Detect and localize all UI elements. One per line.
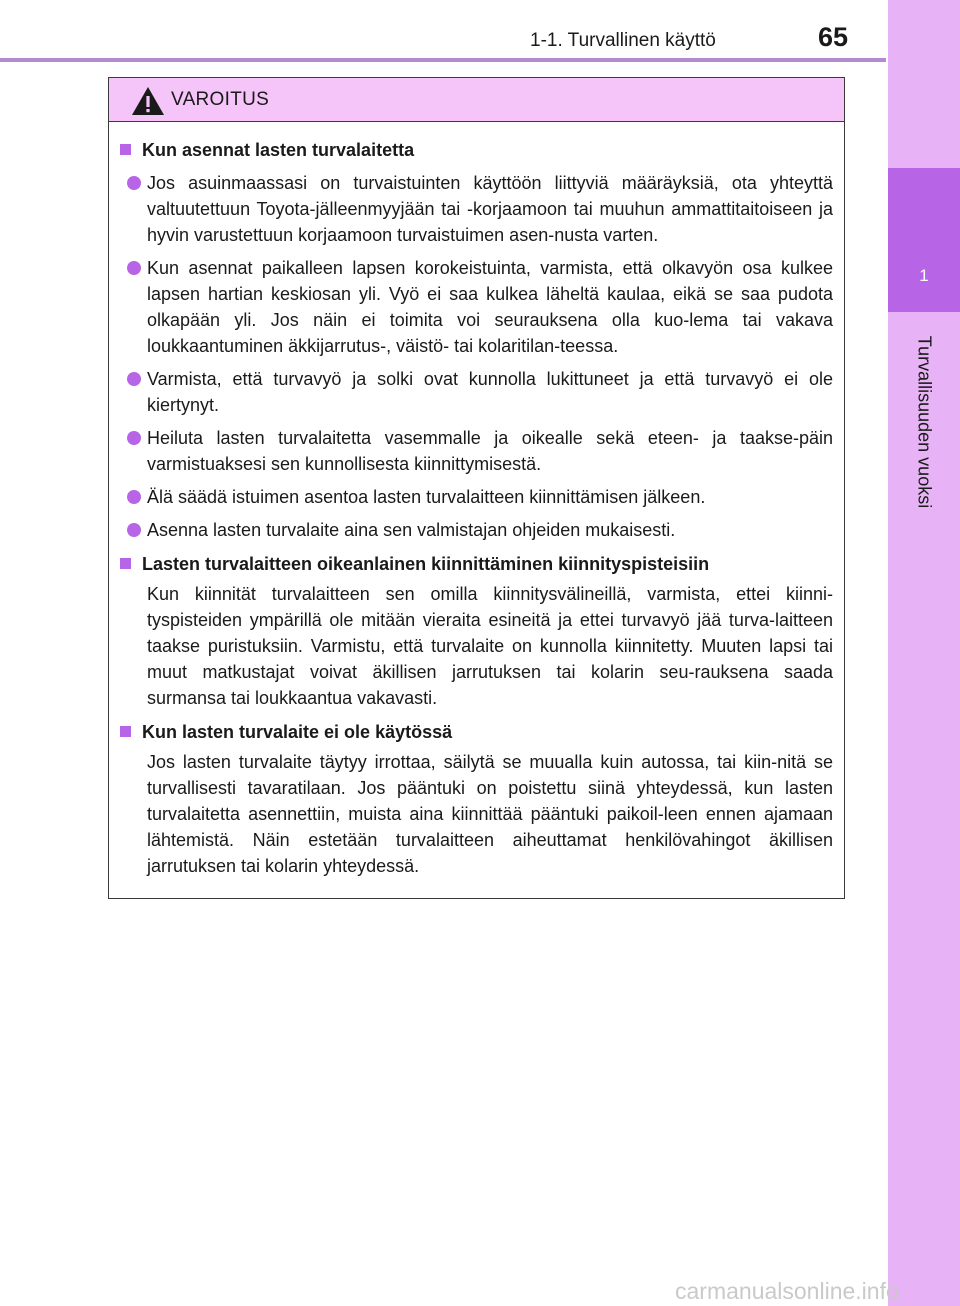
warning-box <box>108 77 845 899</box>
bullet-item <box>118 484 835 510</box>
bullet-text: Heiluta lasten turvalaitetta vasemmalle ja oikealle sekä eteen- ja taakse-päin varmistuaksesi sen kunnollisesta kiinnittymisestä. <box>147 428 833 474</box>
bullet-text: Varmista, että turvavyö ja solki ovat kunnolla lukittuneet ja että turvavyö ei ole kiertynyt. <box>147 369 833 415</box>
side-tab-chapter-marker <box>888 168 960 312</box>
round-bullet-icon <box>127 261 141 275</box>
warning-header <box>109 78 844 122</box>
bullet-text: Kun asennat paikalleen lapsen korokeistuinta, varmista, että olkavyön osa kulkee lapsen hartian keskiosan yli. Vyö ei saa kulkea läheltä kaulaa, eikä se saa pudota olkapään yli. Jos näin ei toimita voi seurauksena olla kuo-lema tai vakava loukkaantuminen äkkijarrutus-, väistö- tai kolaritilan-teessa. <box>147 258 833 356</box>
section-heading-text: Lasten turvalaitteen oikeanlainen kiinnittäminen kiinnityspisteisiin <box>142 554 710 574</box>
square-bullet-icon <box>120 144 131 155</box>
bullet-item <box>118 170 835 248</box>
chapter-number: 1 <box>919 266 929 285</box>
header-section-title: 1-1. Turvallinen käyttö <box>530 30 716 51</box>
warning-triangle-icon <box>131 86 165 116</box>
round-bullet-icon <box>127 523 141 537</box>
round-bullet-icon <box>127 372 141 386</box>
section-paragraph: Jos lasten turvalaite täytyy irrottaa, säilytä se muualla kuin autossa, tai kiin-nitä se turvallisesti tavaratilaan. Jos pääntuki on poistettu siinä yhteydessä, kun lasten turvalaitetta asennettiin, muista aina kiinnittää pääntuki paikoil-leen ennen ajamaan lähtemistä. Näin estetään turvalaitteen aiheuttamat henkilövahingot äkillisen jarrutuksen tai kolarin yhteydessä. <box>147 752 833 876</box>
bullet-text: Jos asuinmaassasi on turvaistuinten käyttöön liittyviä määräyksiä, ota yhteyttä valtuutettuun Toyota-jälleenmyyjään tai -korjaamoon tai muuhun ammattitaitoiseen ja hyvin varustettuun korjaamoon turvaistuimen asen-nusta varten. <box>147 173 833 245</box>
page-number: 65 <box>818 22 849 52</box>
bullet-text: Asenna lasten turvalaite aina sen valmistajan ohjeiden mukaisesti. <box>147 520 676 540</box>
bullet-item <box>118 366 835 418</box>
round-bullet-icon <box>127 176 141 190</box>
round-bullet-icon <box>127 490 141 504</box>
section-heading <box>118 551 835 577</box>
bullet-item <box>118 255 835 359</box>
section-heading-text: Kun lasten turvalaite ei ole käytössä <box>142 722 453 742</box>
round-bullet-icon <box>127 431 141 445</box>
bullet-item <box>118 425 835 477</box>
square-bullet-icon <box>120 726 131 737</box>
side-tab-chapter-title: Turvallisuuden vuoksi <box>914 335 935 509</box>
section-heading <box>118 137 835 163</box>
header-divider <box>0 58 886 62</box>
section-heading-text: Kun asennat lasten turvalaitetta <box>142 140 415 160</box>
watermark: carmanualsonline.info <box>675 1278 899 1304</box>
section-paragraph: Kun kiinnität turvalaitteen sen omilla kiinnitysvälineillä, varmista, ettei kiinni-tyspisteiden ympärillä ole mitään vieraita esineitä ja ettei turvavyö jää turva-laitteen taakse puristuksiin. Varmistu, että turvalaite on kunnolla kiinnitetty. Muuten lapsi tai muut matkustajat voivat äkillisen jarrutuksen tai kolarin seu-rauksena saada surmansa tai loukkaantua vakavasti. <box>147 584 833 708</box>
warning-body <box>109 122 844 879</box>
warning-label: VAROITUS <box>171 89 270 110</box>
section-heading <box>118 719 835 745</box>
bullet-item <box>118 517 835 543</box>
bullet-text: Älä säädä istuimen asentoa lasten turvalaitteen kiinnittämisen jälkeen. <box>147 487 706 507</box>
square-bullet-icon <box>120 558 131 569</box>
